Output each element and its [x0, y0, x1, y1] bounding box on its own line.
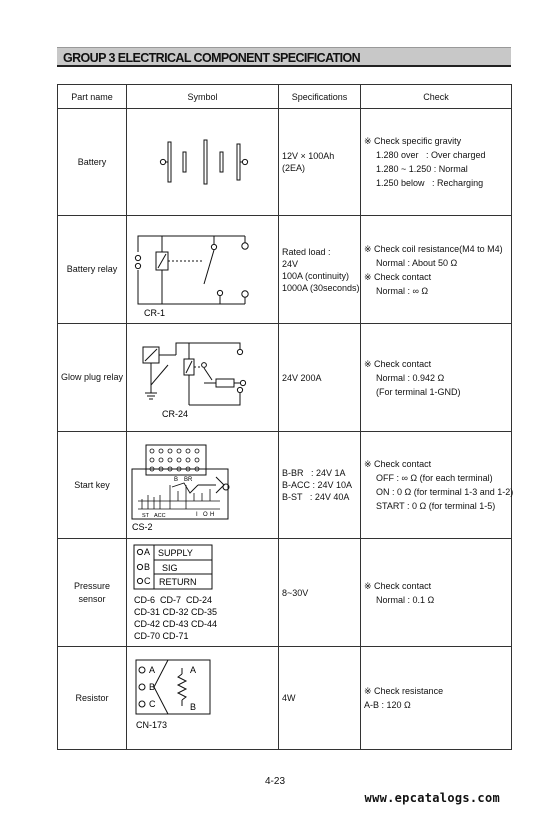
battery-relay-symbol [127, 216, 279, 324]
terminal-a: A [189, 665, 196, 675]
key-switch-icon [128, 439, 278, 531]
spec-cell: 12V × 100Ah (2EA) [279, 109, 361, 216]
symbol-label: CN-173 [135, 720, 167, 730]
part-name: Glow plug relay [58, 324, 127, 432]
section-title: GROUP 3 ELECTRICAL COMPONENT SPECIFICATION [57, 47, 511, 67]
table-header-row [58, 85, 512, 109]
part-name: Start key [58, 432, 127, 539]
pin-a: A [143, 546, 150, 557]
symbol-label: CR-1 [143, 307, 165, 318]
pin-c: C [143, 575, 150, 586]
position-mark-h: H [209, 512, 214, 518]
terminal-mark-acc: ACC [153, 513, 166, 519]
watermark: www.epcatalogs.com [364, 791, 500, 805]
check-cell: ※ Check coil resistance(M4 to M4) Normal : About 50 Ω ※ Check contact Normal : ∞ Ω [361, 216, 512, 324]
pressure-sensor-symbol [127, 539, 279, 647]
spec-cell: 4W [279, 647, 361, 750]
sensor-connector-icon [128, 541, 278, 645]
table-row-battery-relay [58, 216, 512, 324]
glow-plug-relay-symbol [127, 324, 279, 432]
connector-codes-line-1: CD-6 CD-7 CD-24 [133, 594, 212, 605]
header-symbol: Symbol [127, 85, 279, 109]
table-row-battery [58, 109, 512, 216]
terminal-mark-st: ST [141, 513, 149, 519]
check-cell: ※ Check resistance A-B : 120 Ω [361, 647, 512, 750]
header-part-name: Part name [58, 85, 127, 109]
part-name: Battery relay [58, 216, 127, 324]
relay-icon [128, 222, 278, 318]
symbol-label: CS-2 [131, 522, 153, 531]
spec-cell: Rated load : 24V 100A (continuity) 1000A (30seconds) [279, 216, 361, 324]
pin-label-supply: SUPPLY [157, 547, 193, 558]
symbol-label: CR-24 [161, 408, 188, 419]
check-cell: ※ Check contact OFF : ∞ Ω (for each terminal) ON : 0 Ω (for terminal 1-3 and 1-2) START : 0 Ω (for terminal 1-5) [361, 432, 512, 539]
part-name: Battery [58, 109, 127, 216]
spec-cell: 8~30V [279, 539, 361, 647]
pin-b: B [143, 561, 150, 572]
pin-c: C [148, 699, 155, 709]
connector-codes-line-4: CD-70 CD-71 [133, 630, 189, 641]
part-name: Pressure sensor [58, 539, 127, 647]
header-check: Check [361, 85, 512, 109]
check-cell: ※ Check contact Normal : 0.1 Ω [361, 539, 512, 647]
pin-label-sig: SIG [161, 562, 178, 573]
position-mark-o: O [202, 512, 208, 518]
spec-cell: 24V 200A [279, 324, 361, 432]
terminal-mark-b: B [173, 477, 178, 483]
page-number: 4-23 [264, 776, 285, 787]
table-row-start-key [58, 432, 512, 539]
check-cell: ※ Check contact Normal : 0.942 Ω (For terminal 1-GND) [361, 324, 512, 432]
pin-b: B [148, 682, 155, 692]
table-row-resistor [58, 647, 512, 750]
resistor-symbol [127, 647, 279, 750]
battery-symbol [127, 109, 279, 216]
check-cell: ※ Check specific gravity 1.280 over : Over charged 1.280 ~ 1.250 : Normal 1.250 below : Recharging [361, 109, 512, 216]
table-row-glow-plug-relay [58, 324, 512, 432]
terminal-b: B [189, 702, 196, 712]
terminal-mark-br: BR [183, 477, 192, 483]
part-name: Resistor [58, 647, 127, 750]
start-key-symbol [127, 432, 279, 539]
connector-codes-line-2: CD-31 CD-32 CD-35 [133, 606, 217, 617]
pin-a: A [148, 665, 155, 675]
pin-label-return: RETURN [158, 576, 196, 587]
position-mark-i: I [195, 512, 198, 518]
battery-icon [128, 132, 278, 192]
connector-codes-line-3: CD-42 CD-43 CD-44 [133, 618, 217, 629]
resistor-connector-icon [128, 656, 278, 740]
spec-table [57, 84, 512, 750]
header-specifications: Specifications [279, 85, 361, 109]
table-row-pressure-sensor [58, 539, 512, 647]
spec-cell: B-BR : 24V 1A B-ACC : 24V 10A B-ST : 24V 40A [279, 432, 361, 539]
glow-relay-icon [128, 335, 278, 421]
